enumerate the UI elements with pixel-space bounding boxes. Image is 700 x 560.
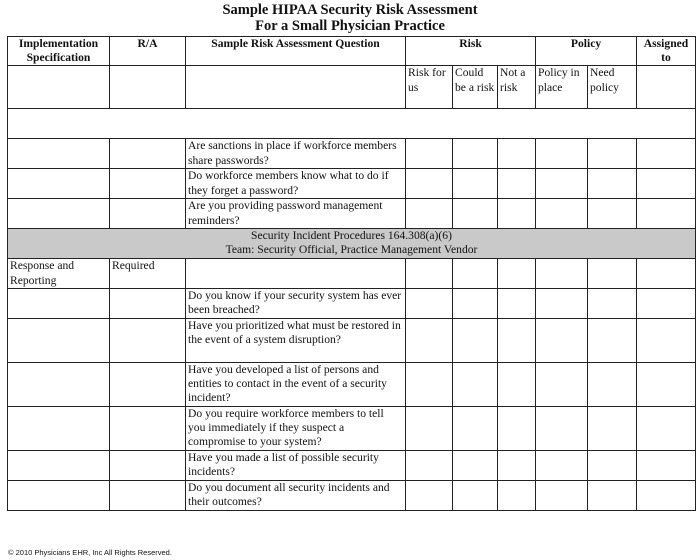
cell	[498, 139, 536, 169]
table-row	[8, 362, 696, 406]
blank-cell	[8, 109, 696, 139]
header-question: Sample Risk Assessment Question	[186, 37, 406, 66]
cell	[637, 199, 696, 229]
cell	[588, 288, 637, 318]
header-risk: Risk	[406, 37, 536, 66]
cell	[453, 450, 498, 480]
cell	[453, 288, 498, 318]
cell	[536, 406, 588, 450]
cell	[637, 362, 696, 406]
cell	[536, 318, 588, 362]
cell	[637, 66, 696, 109]
question-cell: Are you providing password management reminders?	[186, 199, 406, 229]
cell	[8, 480, 110, 510]
table-row	[8, 480, 696, 510]
cell	[588, 169, 637, 199]
table-row	[8, 139, 696, 169]
subheader-not-a-risk: Not a risk	[498, 66, 536, 109]
cell	[637, 406, 696, 450]
cell	[406, 480, 453, 510]
cell	[536, 169, 588, 199]
cell	[536, 288, 588, 318]
question-cell: Do you know if your security system has ever been breached?	[186, 288, 406, 318]
cell	[8, 362, 110, 406]
table-row	[8, 288, 696, 318]
title-line-1: Sample HIPAA Security Risk Assessment	[222, 2, 478, 18]
cell	[453, 362, 498, 406]
section-header-row	[8, 229, 696, 259]
cell	[588, 362, 637, 406]
cell	[588, 406, 637, 450]
cell	[110, 288, 186, 318]
section-title: Security Incident Procedures 164.308(a)(6)	[251, 229, 452, 243]
header-row	[8, 37, 696, 66]
subheader-could-be-a-risk: Could be a risk	[453, 66, 498, 109]
table-row	[8, 318, 696, 362]
cell	[637, 288, 696, 318]
ra-cell: Required	[110, 259, 186, 288]
cell	[8, 139, 110, 169]
cell	[406, 406, 453, 450]
header-ra: R/A	[110, 37, 186, 66]
title-line-2: For a Small Physician Practice	[255, 18, 445, 34]
cell	[110, 450, 186, 480]
table-row	[8, 199, 696, 229]
cell	[453, 318, 498, 362]
cell	[588, 199, 637, 229]
cell	[406, 362, 453, 406]
cell	[536, 362, 588, 406]
cell	[453, 199, 498, 229]
cell	[453, 169, 498, 199]
risk-assessment-table	[7, 36, 696, 511]
cell	[588, 480, 637, 510]
table-row	[8, 406, 696, 450]
cell	[637, 318, 696, 362]
subheader-row	[8, 66, 696, 109]
cell	[406, 139, 453, 169]
cell	[406, 199, 453, 229]
cell	[498, 199, 536, 229]
cell	[110, 199, 186, 229]
cell	[498, 406, 536, 450]
cell	[498, 362, 536, 406]
subheader-need-policy: Need policy	[588, 66, 637, 109]
cell	[8, 450, 110, 480]
cell	[8, 66, 110, 109]
cell	[8, 406, 110, 450]
cell	[588, 259, 637, 288]
header-assigned-to: Assigned to	[637, 37, 696, 66]
cell	[498, 288, 536, 318]
cell	[8, 169, 110, 199]
cell	[406, 169, 453, 199]
cell	[498, 259, 536, 288]
cell	[637, 450, 696, 480]
cell	[110, 66, 186, 109]
cell	[8, 199, 110, 229]
table-row	[8, 169, 696, 199]
question-cell: Are sanctions in place if workforce members share passwords?	[186, 139, 406, 169]
section-team: Team: Security Official, Practice Management Vendor	[225, 243, 478, 257]
question-cell: Have you developed a list of persons and entities to contact in the event of a security incident?	[186, 362, 406, 406]
cell	[536, 199, 588, 229]
cell	[8, 318, 110, 362]
cell	[453, 406, 498, 450]
question-cell: Do workforce members know what to do if they forget a password?	[186, 169, 406, 199]
cell	[110, 480, 186, 510]
cell	[588, 450, 637, 480]
cell	[498, 169, 536, 199]
cell	[406, 450, 453, 480]
cell	[186, 259, 406, 288]
table-row	[8, 450, 696, 480]
cell	[406, 259, 453, 288]
cell	[536, 139, 588, 169]
cell	[498, 480, 536, 510]
cell	[110, 362, 186, 406]
cell	[453, 480, 498, 510]
question-cell: Have you made a list of possible security incidents?	[186, 450, 406, 480]
cell	[637, 169, 696, 199]
cell	[8, 288, 110, 318]
question-cell: Do you document all security incidents and their outcomes?	[186, 480, 406, 510]
cell	[637, 480, 696, 510]
cell	[637, 259, 696, 288]
cell	[110, 169, 186, 199]
document-title	[0, 2, 700, 34]
cell	[637, 139, 696, 169]
copyright-footer: © 2010 Physicians EHR, Inc All Rights Reserved.	[8, 548, 172, 557]
blank-row	[8, 109, 696, 139]
cell	[406, 318, 453, 362]
cell	[110, 318, 186, 362]
cell	[588, 318, 637, 362]
cell	[110, 406, 186, 450]
implementation-spec-cell: Response and Reporting	[8, 259, 110, 288]
cell	[186, 66, 406, 109]
cell	[498, 450, 536, 480]
header-implementation-specification: Implementation Specification	[8, 37, 110, 66]
question-cell: Have you prioritized what must be restored in the event of a system disruption?	[186, 318, 406, 362]
cell	[498, 318, 536, 362]
header-policy: Policy	[536, 37, 637, 66]
section-header	[8, 229, 696, 259]
cell	[536, 259, 588, 288]
cell	[453, 139, 498, 169]
cell	[536, 480, 588, 510]
cell	[406, 288, 453, 318]
cell	[588, 139, 637, 169]
cell	[453, 259, 498, 288]
subheader-risk-for-us: Risk for us	[406, 66, 453, 109]
cell	[110, 139, 186, 169]
cell	[536, 450, 588, 480]
question-cell: Do you require workforce members to tell you immediately if they suspect a compromise to your system?	[186, 406, 406, 450]
subheader-policy-in-place: Policy in place	[536, 66, 588, 109]
table-row	[8, 259, 696, 288]
